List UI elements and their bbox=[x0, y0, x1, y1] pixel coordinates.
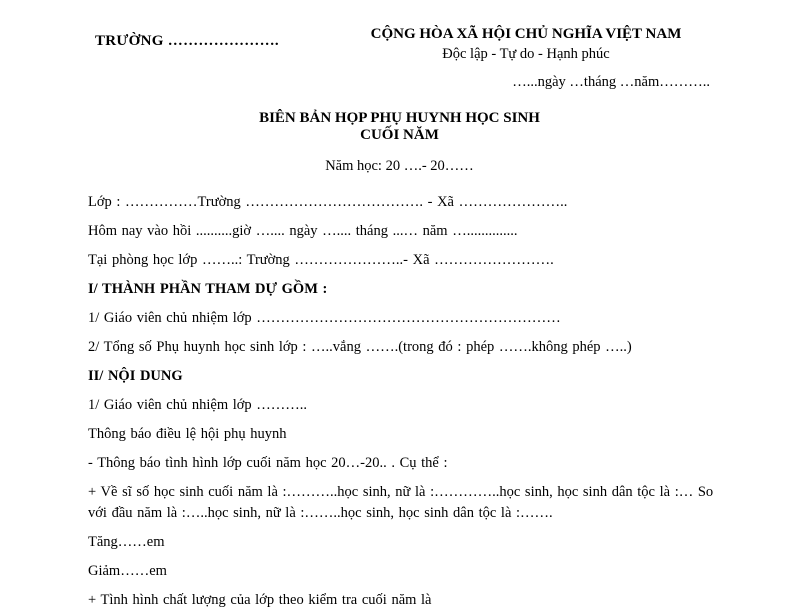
paragraph-student-numbers: + Về sĩ số học sinh cuối năm là :………..học sinh, nữ là :…………..học sinh, học sinh dân tộc là :… So với đầu năm là :…..học sinh, nữ là :……..học sinh, học sinh dân tộc là :……. bbox=[88, 484, 714, 521]
document-title-block bbox=[0, 110, 799, 175]
paragraph-homeroom-teacher-report: 1/ Giáo viên chủ nhiệm lớp ……….. bbox=[88, 397, 308, 413]
section-heading-participants: I/ THÀNH PHẦN THAM DỰ GỒM : bbox=[88, 281, 328, 297]
paragraph-class-info: Lớp : ……………Trường ………………………………. - Xã ………………….. bbox=[88, 194, 568, 210]
national-header-block bbox=[330, 26, 722, 91]
document-title-line1: BIÊN BẢN HỌP PHỤ HUYNH HỌC SINH bbox=[259, 110, 540, 126]
document-body bbox=[88, 192, 714, 607]
date-line: …...ngày …tháng …năm……….. bbox=[512, 74, 710, 90]
paragraph-class-situation: - Thông báo tình hình lớp cuối năm học 20…-20.. . Cụ thể : bbox=[88, 455, 448, 471]
paragraph-parent-count: 2/ Tổng số Phụ huynh học sinh lớp : …..vắng …….(trong đó : phép …….không phép …..) bbox=[88, 339, 632, 355]
paragraph-meeting-place: Tại phòng học lớp ……..: Trường …………………..- Xã ……………………. bbox=[88, 252, 554, 268]
school-name-label: TRƯỜNG …………………. bbox=[95, 33, 279, 49]
national-motto: Độc lập - Tự do - Hạnh phúc bbox=[442, 46, 610, 62]
section-heading-content: II/ NỘI DUNG bbox=[88, 368, 183, 384]
paragraph-association-rules: Thông báo điều lệ hội phụ huynh bbox=[88, 426, 287, 442]
national-header-title: CỘNG HÒA XÃ HỘI CHỦ NGHĨA VIỆT NAM bbox=[370, 26, 682, 42]
school-year-line: Năm học: 20 ….- 20…… bbox=[325, 158, 474, 174]
document-header bbox=[0, 0, 799, 100]
document-title-line2: CUỐI NĂM bbox=[360, 127, 439, 143]
paragraph-decrease: Giảm……em bbox=[88, 563, 167, 579]
paragraph-homeroom-teacher: 1/ Giáo viên chủ nhiệm lớp ……………………………………………………… bbox=[88, 310, 561, 326]
paragraph-increase: Tăng……em bbox=[88, 534, 165, 550]
paragraph-meeting-time: Hôm nay vào hồi ..........giờ ….... ngày ….... tháng ...… năm ….............. bbox=[88, 223, 518, 239]
paragraph-quality: + Tình hình chất lượng của lớp theo kiểm tra cuối năm là bbox=[88, 592, 432, 607]
